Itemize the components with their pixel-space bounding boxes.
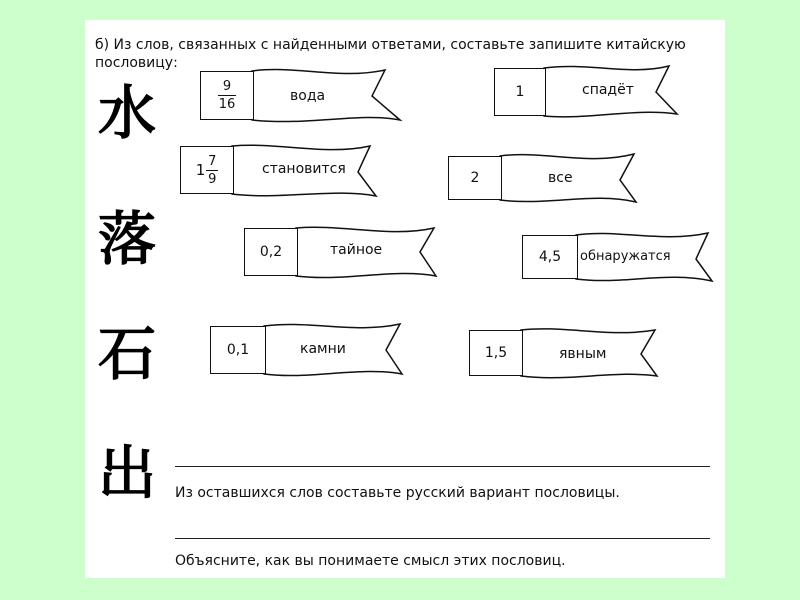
task-text: б) Из слов, связанных с найденными ответами, составьте запишите китайскую пословицу: [95, 37, 686, 71]
card-number-box [200, 71, 254, 120]
fraction-denominator: 16 [218, 97, 236, 112]
instruction-explain: Объясните, как вы понимаете смысл этих пословиц. [175, 553, 566, 569]
card-kamni [210, 322, 405, 378]
hanzi-char-4: 出 [97, 439, 156, 507]
card-number-box: 1 [494, 68, 546, 116]
card-number-box: 4,5 [522, 235, 578, 279]
card-word: тайное [330, 242, 383, 258]
card-voda [200, 68, 400, 124]
fraction [218, 79, 236, 112]
card-number-box: 2 [448, 156, 502, 200]
answer-line-2[interactable] [175, 538, 710, 539]
fraction-numerator: 9 [222, 79, 232, 94]
card-stanovitsya [180, 144, 380, 198]
card-word: становится [262, 161, 346, 177]
mixed-whole: 1 [195, 161, 206, 179]
instruction-russian-variant: Из оставшихся слов составьте русский вариант пословицы. [175, 485, 620, 501]
mixed-number [196, 154, 219, 187]
hanzi-char-2: 落 [97, 205, 156, 273]
fraction-bar [218, 95, 236, 96]
answer-line-1[interactable] [175, 466, 710, 467]
hanzi-char-3: 石 [97, 320, 156, 388]
card-word: спадёт [582, 82, 634, 98]
hanzi-char-1: 水 [97, 79, 156, 147]
card-number-box: 0,2 [244, 228, 298, 276]
card-word: явным [559, 346, 607, 362]
card-vse [448, 152, 638, 204]
card-yavnym [469, 328, 659, 380]
card-word: камни [300, 341, 346, 357]
card-word: обнаружатся [580, 249, 671, 264]
card-word: вода [290, 88, 326, 104]
card-obnaruzhatsya [522, 231, 714, 283]
card-number-box [180, 146, 234, 194]
fraction-bar [206, 170, 218, 171]
card-number-box: 1,5 [469, 330, 523, 376]
fraction-numerator: 7 [208, 153, 217, 169]
fraction-denominator: 9 [208, 171, 217, 187]
card-taynoe [244, 226, 439, 280]
card-word: все [548, 170, 573, 186]
card-spadet [494, 66, 679, 118]
fraction [206, 154, 218, 187]
card-number-box: 0,1 [210, 326, 266, 374]
